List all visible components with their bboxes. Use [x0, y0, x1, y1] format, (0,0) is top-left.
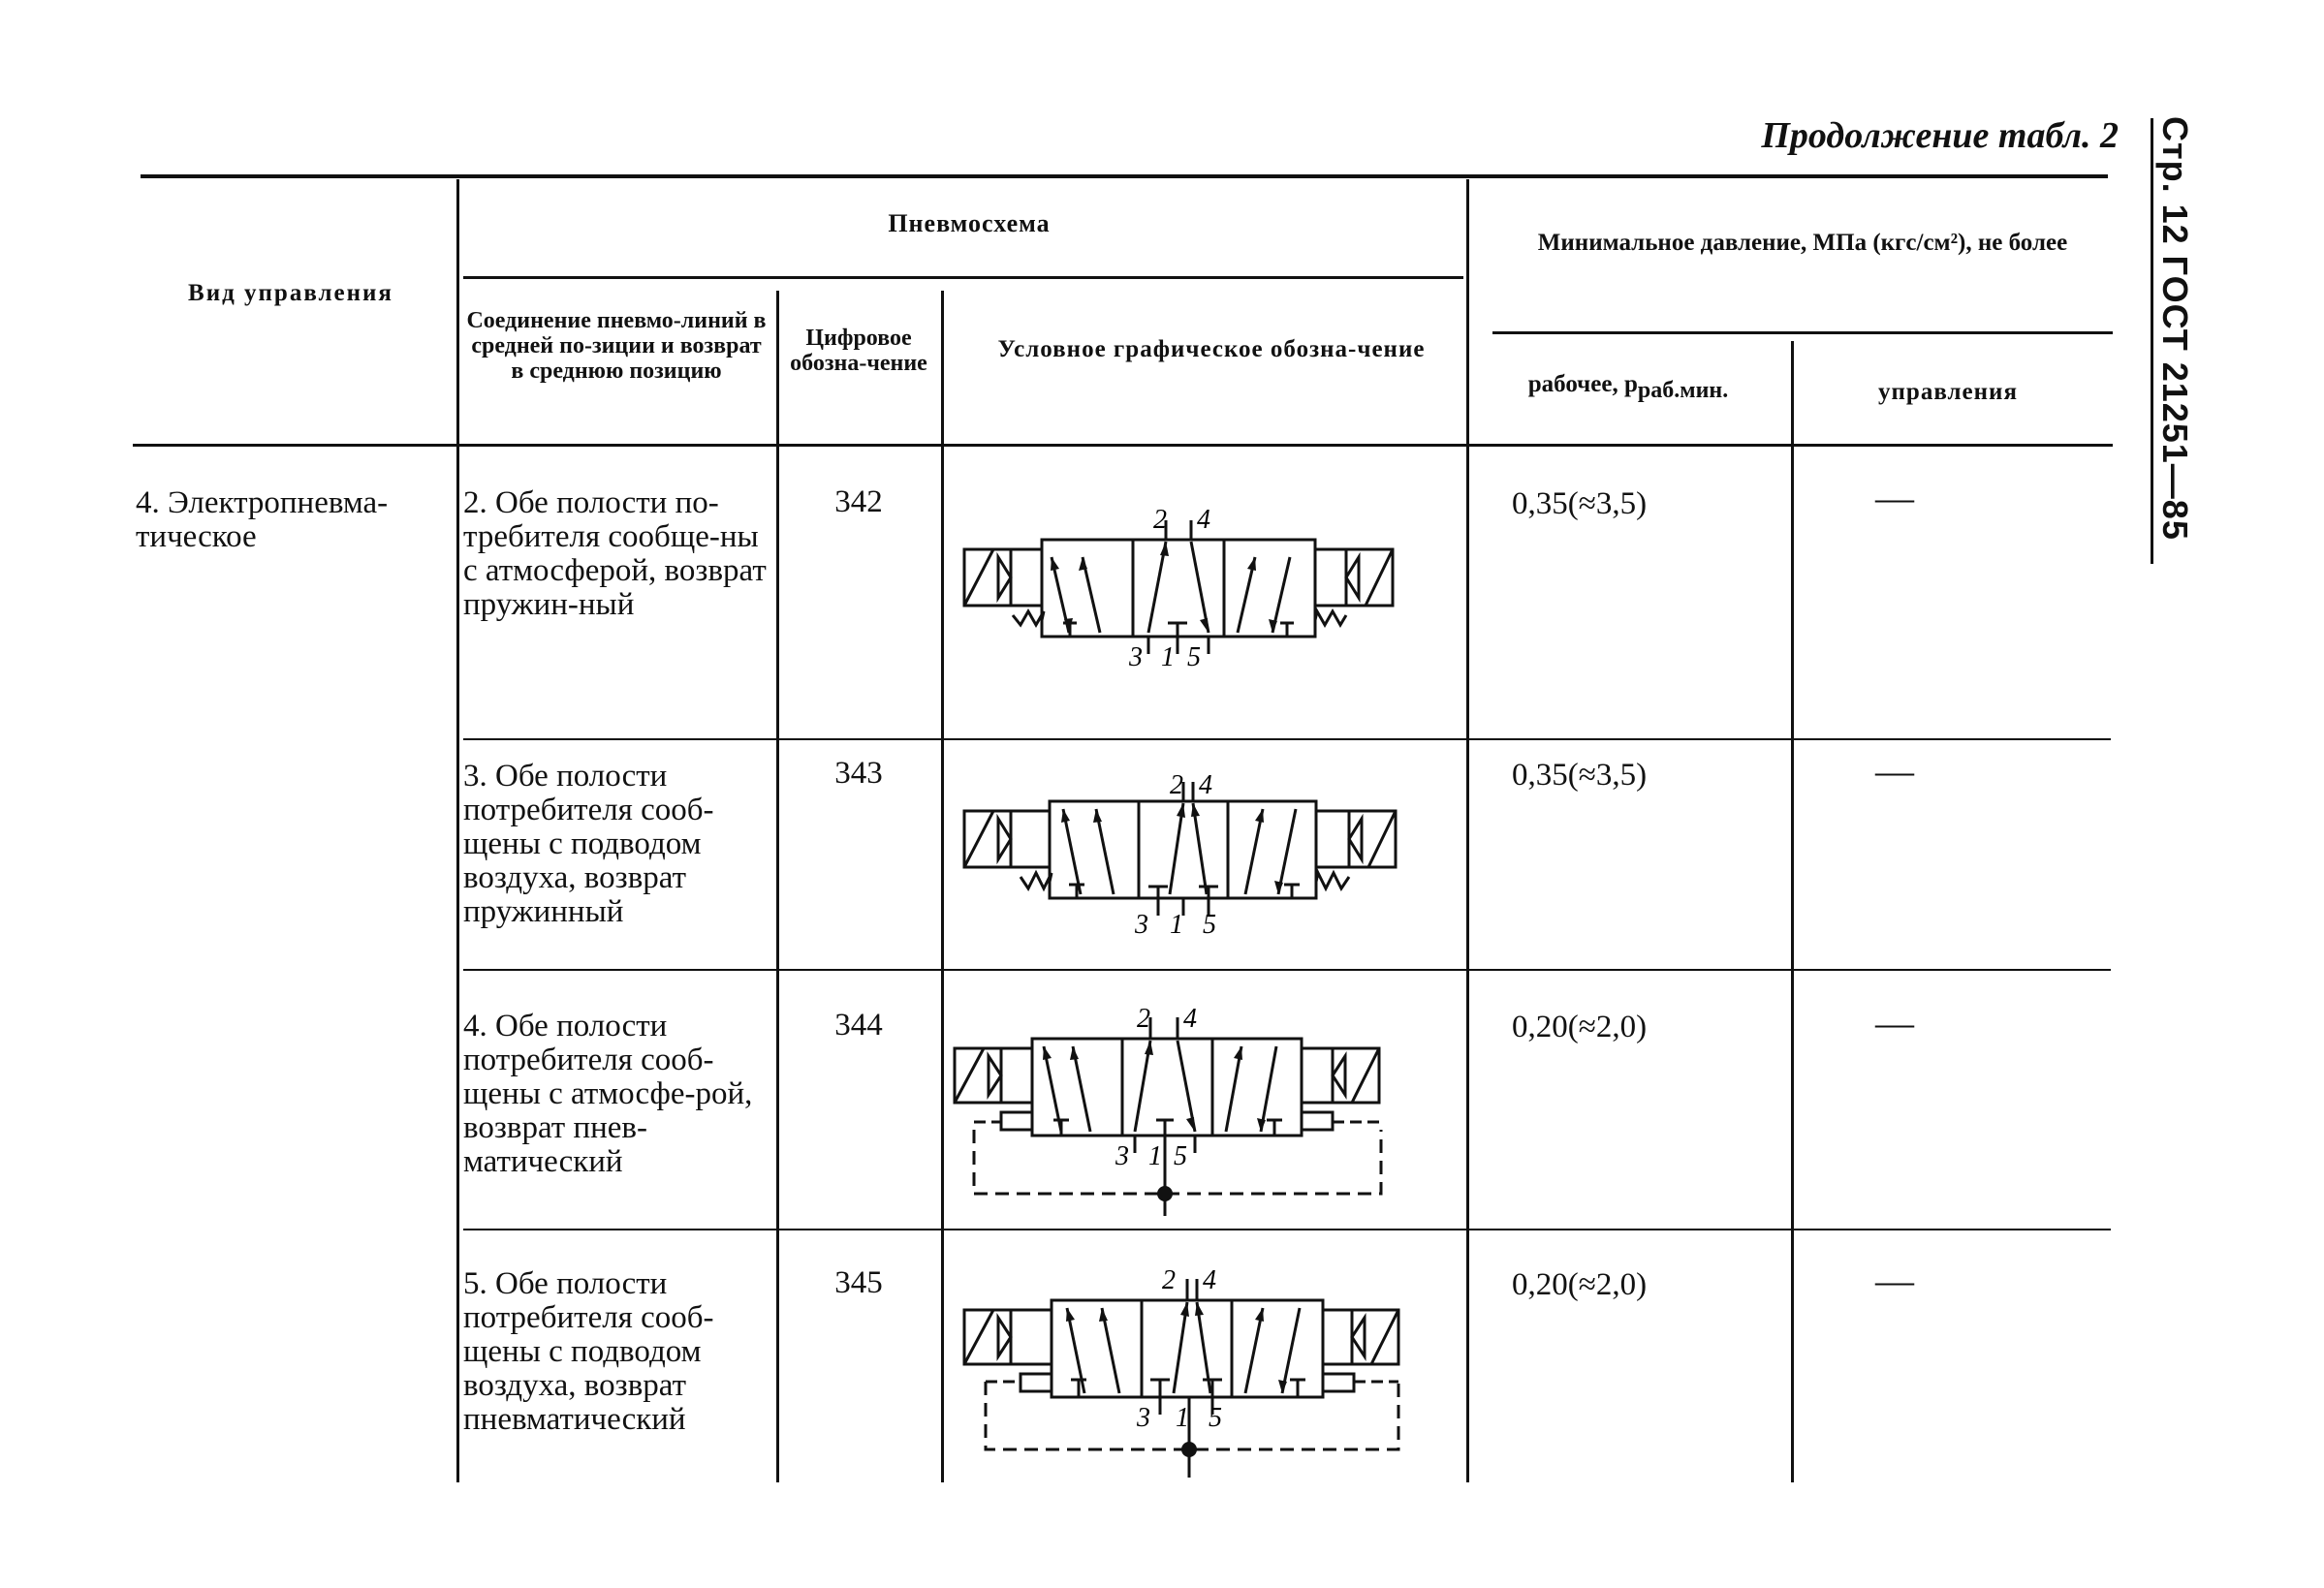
header-min-pressure: Минимальное давление, МПа (кгс/см²), не более [1537, 230, 2068, 256]
side-label-text: Стр. 12 ГОСТ 21251—85 [2155, 116, 2195, 541]
row-1-port-2: 2 [1153, 505, 1167, 535]
group-label: 4. Электропневма-тическое [136, 485, 389, 554]
header-symbol: Условное графическое обозна-чение [997, 336, 1426, 362]
table-continuation-caption: Продолжение табл. 2 [1761, 115, 2119, 156]
row-sep-1 [463, 738, 2111, 740]
row-1-valve-symbol [955, 499, 1439, 673]
row-2-port-2: 2 [1170, 770, 1183, 800]
page-side-label [2154, 116, 2209, 572]
row-2-pressure: 0,35(≈3,5) [1512, 758, 1648, 793]
row-1-pressure: 0,35(≈3,5) [1512, 486, 1648, 521]
row-1-port-1: 1 [1161, 642, 1175, 672]
row-1-control: — [1875, 476, 1914, 519]
header-control: управления [1878, 379, 2018, 405]
scheme-header-rule [463, 276, 1463, 279]
row-4-control: — [1875, 1259, 1914, 1302]
table-top-rule [141, 174, 2108, 178]
row-2-port-3: 3 [1135, 910, 1148, 940]
row-4-port-3: 3 [1137, 1403, 1150, 1433]
row-2-port-1: 1 [1170, 910, 1183, 940]
row-1-description: 2. Обе полости по-требителя сообще-ны с атмосферой, возврат пружин-ный [463, 485, 767, 622]
row-4-description: 5. Обе полости потребителя сооб-щены с подводом воздуха, возврат пневматический [463, 1266, 714, 1437]
row-1-code: 342 [834, 484, 883, 519]
row-3-port-5: 5 [1174, 1141, 1187, 1171]
row-2-control: — [1875, 749, 1914, 793]
row-4-port-1: 1 [1176, 1403, 1189, 1433]
row-3-pressure: 0,20(≈2,0) [1512, 1010, 1648, 1044]
row-4-valve-symbol [955, 1260, 1439, 1482]
row-sep-2 [463, 969, 2111, 971]
side-rule [2151, 118, 2153, 564]
row-3-port-4: 4 [1183, 1004, 1197, 1034]
row-3-port-1: 1 [1148, 1141, 1162, 1171]
header-bottom-rule [133, 444, 2113, 447]
row-2-port-5: 5 [1203, 910, 1216, 940]
row-2-description: 3. Обе полости потребителя сооб-щены с подводом воздуха, возврат пружинный [463, 759, 714, 929]
header-scheme: Пневмосхема [888, 209, 1051, 237]
row-4-code: 345 [834, 1265, 883, 1300]
row-2-valve-symbol [955, 770, 1439, 945]
row-4-port-2: 2 [1162, 1265, 1176, 1295]
row-4-pressure: 0,20(≈2,0) [1512, 1267, 1648, 1302]
header-control-type: Вид управления [188, 280, 393, 306]
row-1-port-4: 4 [1197, 505, 1210, 535]
row-4-port-5: 5 [1209, 1403, 1222, 1433]
col-sep-1 [456, 179, 459, 1482]
row-1-port-3: 3 [1129, 642, 1143, 672]
row-3-description: 4. Обе полости потребителя сооб-щены с атмосфе-рой, возврат пнев-матический [463, 1009, 753, 1179]
header-working [1473, 372, 1783, 403]
row-3-valve-symbol [945, 998, 1439, 1221]
header-working-label: рабочее, р [1527, 371, 1638, 397]
row-2-port-4: 4 [1199, 770, 1212, 800]
row-3-control: — [1875, 1001, 1914, 1044]
row-3-code: 344 [834, 1008, 883, 1043]
header-working-sub: раб.мин. [1637, 378, 1729, 403]
row-1-port-5: 5 [1187, 642, 1201, 672]
pressure-header-rule [1492, 331, 2113, 334]
row-4-port-4: 4 [1203, 1265, 1216, 1295]
header-connection: Соединение пневмо-линий в средней по-зиции и возврат в среднюю позицию [466, 308, 767, 384]
row-2-code: 343 [834, 756, 883, 791]
col-sep-4 [1466, 179, 1469, 1482]
col-sep-2 [776, 291, 779, 1482]
row-sep-3 [463, 1229, 2111, 1230]
col-sep-5 [1791, 341, 1794, 1482]
row-3-port-3: 3 [1115, 1141, 1129, 1171]
col-sep-3 [941, 291, 944, 1482]
row-3-port-2: 2 [1137, 1004, 1150, 1034]
header-digital: Цифровое обозна-чение [790, 326, 927, 376]
